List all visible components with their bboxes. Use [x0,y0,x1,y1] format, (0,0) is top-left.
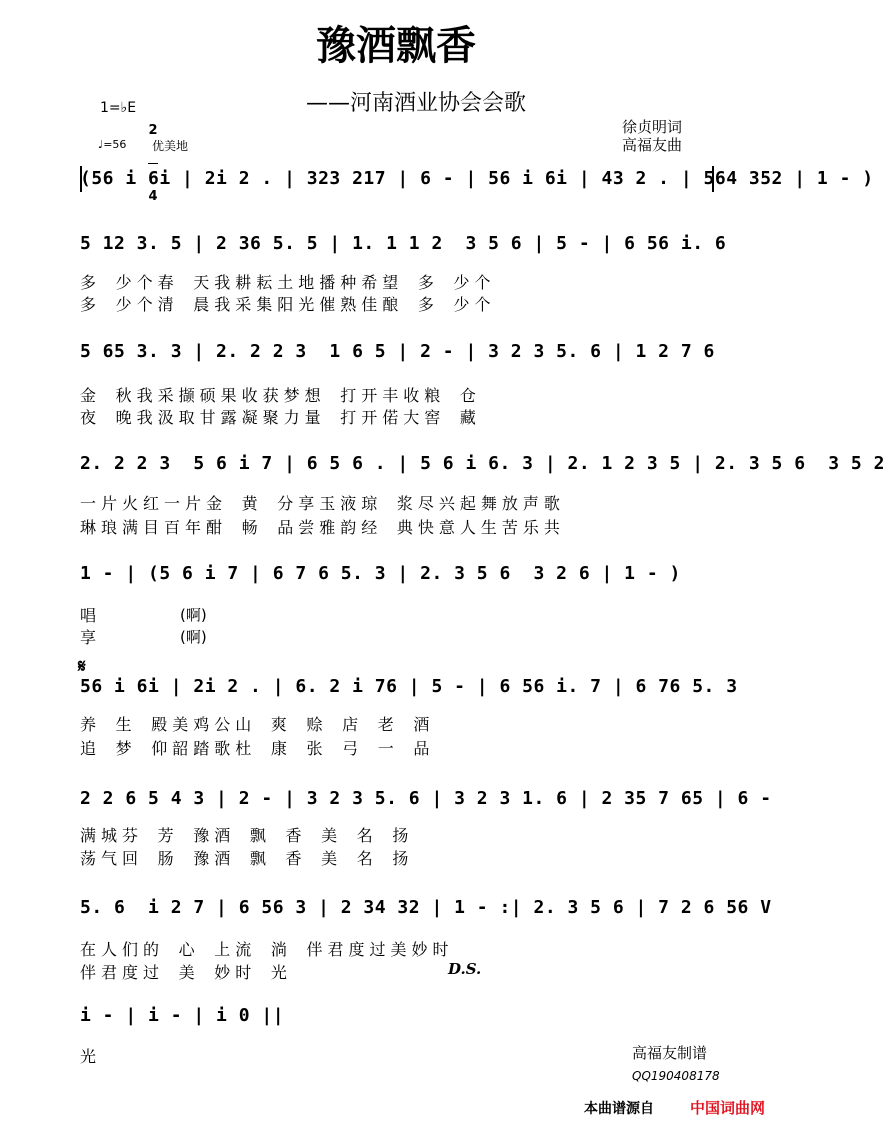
music-row-4: 2. 2 2 3 5 6 i 7 | 6 5 6 . | 5 6 i 6. 3 | 2. 1 2 3 5 | 2. 3 5 6 3 5 2 [80,453,885,474]
lyric-line-6b: 追 梦 仰韶踏歌杜 康 张 弓 一 品 [80,739,435,758]
music-row-2: 5 12 3. 5 | 2 36 5. 5 | 1. 1 1 2 3 5 6 | 5 - | 6 56 i. 6 [80,233,727,254]
interlude-lyric-1-paren: (啊) [180,606,207,624]
song-title: 豫酒飘香 [316,23,476,69]
site-link[interactable]: 中国词曲网 [690,1099,766,1117]
lyric-line-8b: 伴君度过 美 妙时 光 [80,963,292,982]
lyric-line-2b: 多 少个清 晨我采集阳光催熟佳酿 多 少个 [80,295,496,314]
lyric-line-9: 光 [80,1047,102,1066]
music-row-5: 1 - | (5 6 i 7 | 6 7 6 5. 3 | 2. 3 5 6 3 2 6 | 1 - ) [80,563,681,584]
lyric-line-7a: 满城芬 芳 豫酒 飘 香 美 名 扬 [80,826,414,845]
qq-number: QQ190408178 [632,1069,720,1083]
music-row-8: 5. 6 i 2 7 | 6 56 3 | 2 34 32 | 1 - :| 2. 3 5 6 | 7 2 6 56 V [80,897,772,918]
composer-credit: 高福友曲 [622,136,683,154]
lyric-line-4a: 一片火红一片金 黄 分享玉液琼 浆尽兴起舞放声歌 [80,494,565,513]
music-row-7: 2 2 6 5 4 3 | 2 - | 3 2 3 5. 6 | 3 2 3 1. 6 | 2 35 7 65 | 6 - [80,788,772,809]
music-row-1: (56 i 6i | 2i 2 . | 323 217 | 6 - | 56 i 6i | 43 2 . | 564 352 | 1 - ) [80,168,874,189]
lyricist-credit: 徐贞明词 [622,118,683,136]
time-signature [148,98,158,216]
lyric-line-7b: 荡气回 肠 豫酒 飘 香 美 名 扬 [80,849,414,868]
lyric-line-3b: 夜 晚我汲取甘露凝聚力量 打开偌大窖 藏 [80,408,481,427]
song-subtitle: ——河南酒业协会会歌 [305,91,526,116]
music-row-6: 56 i 6i | 2i 2 . | 6. 2 i 76 | 5 - | 6 56 i. 7 | 6 76 5. 3 [80,676,738,697]
time-signature-bottom: 4 [148,189,158,204]
score-maker: 高福友制谱 [632,1044,708,1062]
tempo-mark: ♩=56 [98,138,127,151]
interlude-lyric-1: 唱 [80,606,102,625]
interlude-lyric-2: 享 [80,628,102,647]
music-row-3: 5 65 3. 3 | 2. 2 2 3 1 6 5 | 2 - | 3 2 3 5. 6 | 1 2 7 6 [80,341,715,362]
segno-sign: 𝄋 [78,656,86,677]
ds-mark: D.S. [448,960,482,978]
source-label: 本曲谱源自 [584,1101,654,1117]
lyric-line-2a: 多 少个春 天我耕耘土地播种希望 多 少个 [80,273,496,292]
expression-mark: 优美地 [152,139,189,153]
time-signature-top: 2 [148,123,158,138]
key-signature: 1=♭E [100,100,137,116]
lyric-line-4b: 琳琅满目百年酣 畅 品尝雅韵经 典快意人生苦乐共 [80,518,565,537]
interlude-lyric-2-paren: (啊) [180,628,207,646]
lyric-line-8a: 在人们的 心 上流 淌 伴君度过美妙时 [80,940,454,959]
lyric-line-3a: 金 秋我采撷硕果收获梦想 打开丰收粮 仓 [80,386,481,405]
lyric-line-6a: 养 生 殿美鸡公山 爽 赊 店 老 酒 [80,715,435,734]
music-row-9: i - | i - | i 0 || [80,1005,285,1026]
